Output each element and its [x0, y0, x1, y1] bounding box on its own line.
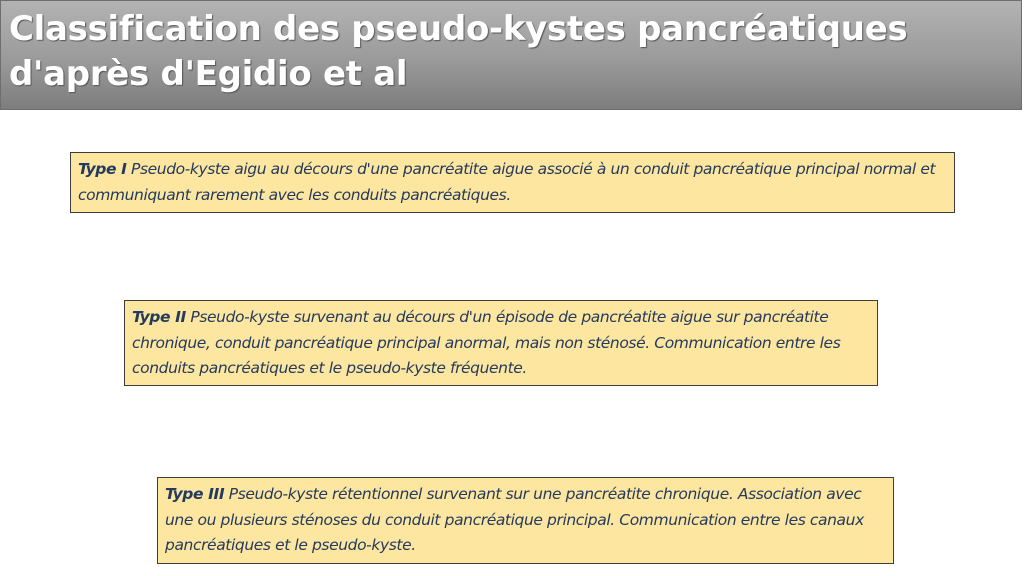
type-iii-label: Type III — [165, 485, 225, 503]
type-i-label: Type I — [78, 160, 127, 178]
slide-title-bar — [0, 0, 1022, 110]
type-i-description: Pseudo-kyste aigu au décours d'une pancréatite aigue associé à un conduit pancréatique principal normal et communiquant rarement avec les conduits pancréatiques. — [78, 160, 936, 204]
type-iii-box — [157, 477, 894, 564]
type-ii-label: Type II — [132, 308, 186, 326]
type-ii-description: Pseudo-kyste survenant au décours d'un épisode de pancréatite aigue sur pancréatite chronique, conduit pancréatique principal anormal, mais non sténosé. Communication entre les conduits pancréatiques et le pseudo-kyste fréquente. — [132, 308, 841, 377]
slide-title: Classification des pseudo-kystes pancréatiques d'après d'Egidio et al — [9, 9, 908, 94]
type-iii-description: Pseudo-kyste rétentionnel survenant sur une pancréatite chronique. Association avec une ou plusieurs sténoses du conduit pancréatique principal. Communication entre les canaux pancréatiques et le pseudo-kyste. — [165, 485, 864, 554]
type-i-box — [70, 152, 955, 213]
type-ii-box — [124, 300, 878, 386]
